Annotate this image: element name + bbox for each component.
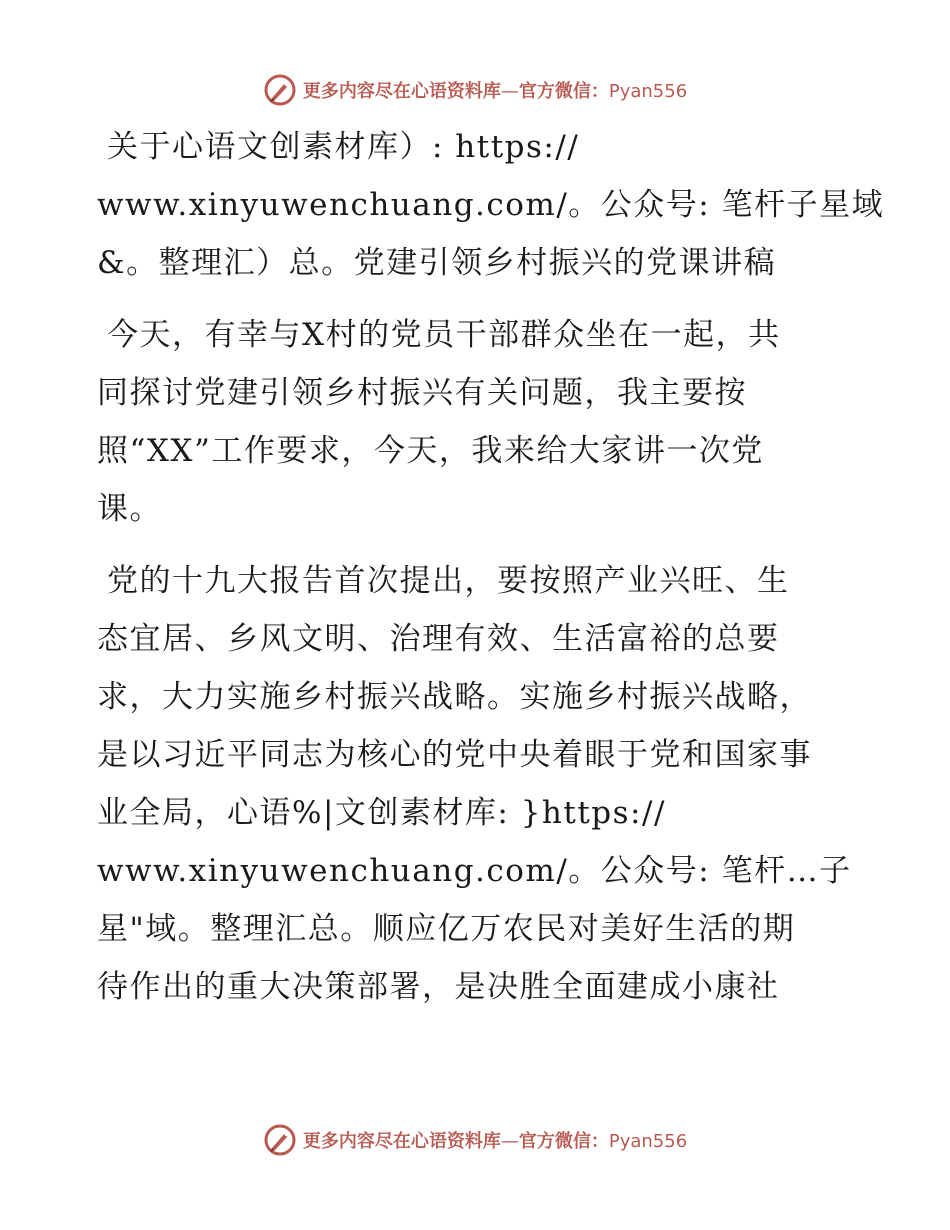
footer-banner: [0, 1118, 950, 1162]
pen-logo-icon: [263, 73, 297, 107]
body-line: 态宜居、乡风文明、治理有效、生活富裕的总要: [97, 621, 780, 657]
footer-banner-suffix: 官方微信：: [518, 1131, 609, 1152]
body-line: www.xinyuwenchuang.com/。公众号: 笔杆…子: [97, 853, 852, 889]
header-banner-separator: —: [500, 81, 519, 102]
body-line: 今天，有幸与X村的党员干部群众坐在一起，共: [107, 317, 781, 353]
header-banner-text: [303, 77, 687, 103]
body-line: 待作出的重大决策部署，是决胜全面建成小康社: [97, 969, 780, 1005]
body-line: www.xinyuwenchuang.com/。公众号: 笔杆子星域: [97, 187, 885, 223]
document-body: [97, 118, 885, 1016]
footer-banner-text: [303, 1127, 687, 1153]
body-line: 求，大力实施乡村振兴战略。实施乡村振兴战略，: [97, 679, 812, 715]
header-wechat-id: Pyan556: [608, 81, 688, 102]
header-banner-main: 更多内容尽在心语资料库: [302, 81, 501, 102]
body-line: 党的十九大报告首次提出，要按照产业兴旺、生: [107, 563, 790, 599]
header-banner-suffix: 官方微信：: [518, 81, 609, 102]
body-line: &。整理汇）总。党建引领乡村振兴的党课讲稿: [97, 245, 777, 281]
body-line: 是以习近平同志为核心的党中央着眼于党和国家事: [97, 737, 812, 773]
pen-logo-icon: [263, 1123, 297, 1157]
body-line: 同探讨党建引领乡村振兴有关问题，我主要按: [97, 375, 747, 411]
footer-banner-main: 更多内容尽在心语资料库: [302, 1131, 501, 1152]
body-line: 业全局，心语%|文创素材库: }https://: [97, 795, 666, 831]
header-banner: [0, 68, 950, 112]
footer-banner-separator: —: [500, 1131, 519, 1152]
body-line: 星"域。整理汇总。顺应亿万农民对美好生活的期: [97, 911, 796, 947]
body-line: 照“XX”工作要求，今天，我来给大家讲一次党: [97, 433, 764, 469]
footer-wechat-id: Pyan556: [608, 1131, 688, 1152]
body-line: 课。: [97, 491, 162, 527]
body-line: 关于心语文创素材库）: https://: [107, 129, 580, 165]
